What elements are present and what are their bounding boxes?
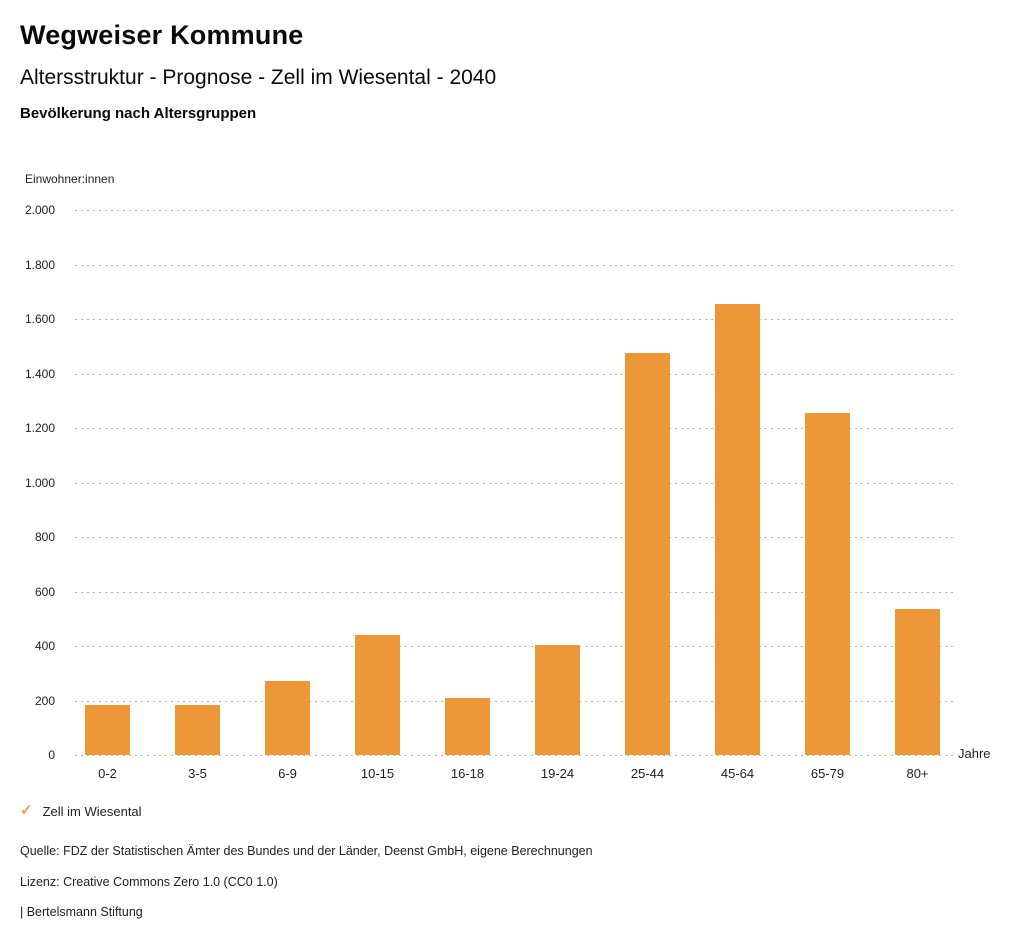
- x-tick-label-6-9: 6-9: [278, 766, 297, 781]
- legend-check-icon: ✓: [20, 802, 33, 819]
- x-axis-title: Jahre: [958, 746, 991, 761]
- y-tick-label: 1.600: [24, 312, 55, 326]
- chart-heading: Bevölkerung nach Altersgruppen: [20, 105, 257, 122]
- bar-0-2: [85, 705, 130, 755]
- bar-16-18: [445, 698, 490, 755]
- source-text: Quelle: FDZ der Statistischen Ämter des Bundes und der Länder, Deenst GmbH, eigene Berechnungen: [20, 844, 593, 858]
- y-tick-label: 1.800: [24, 257, 55, 272]
- y-tick-label: 2.000: [24, 203, 55, 217]
- license-text: Lizenz: Creative Commons Zero 1.0 (CC0 1.0): [20, 875, 278, 889]
- x-tick-label-80+: 80+: [906, 766, 929, 781]
- y-tick-label: 600: [34, 584, 55, 599]
- bar-25-44: [625, 353, 670, 755]
- bar-6-9: [265, 681, 310, 755]
- attribution-text: | Bertelsmann Stiftung: [20, 905, 143, 919]
- x-tick-label-65-79: 65-79: [810, 766, 845, 781]
- x-tick-label-16-18: 16-18: [450, 766, 485, 781]
- bar-10-15: [355, 635, 400, 755]
- y-tick-label: 200: [34, 693, 55, 708]
- bar-45-64: [715, 304, 760, 755]
- x-tick-label-10-15: 10-15: [360, 766, 395, 781]
- x-tick-label-19-24: 19-24: [540, 766, 575, 781]
- x-tick-label-0-2: 0-2: [98, 766, 117, 781]
- chart-subtitle: Altersstruktur - Prognose - Zell im Wiesental - 2040: [20, 66, 497, 89]
- x-axis-labels: [75, 766, 955, 784]
- x-tick-label-3-5: 3-5: [188, 766, 207, 781]
- bar-19-24: [535, 645, 580, 755]
- gridline: [75, 265, 955, 266]
- x-tick-label-25-44: 25-44: [630, 766, 665, 781]
- y-axis-title: Einwohner:innen: [25, 172, 115, 186]
- gridline: [75, 210, 955, 211]
- bar-65-79: [805, 413, 850, 755]
- plot-area: [75, 210, 955, 755]
- y-axis-labels: [0, 203, 55, 762]
- x-tick-label-45-64: 45-64: [720, 766, 755, 781]
- y-tick-label: 0: [48, 748, 55, 762]
- y-tick-label: 1.000: [24, 475, 55, 490]
- bar-80+: [895, 609, 940, 755]
- gridline: [75, 319, 955, 320]
- gridline: [75, 755, 955, 756]
- y-tick-label: 800: [34, 530, 55, 544]
- gridline: [75, 374, 955, 375]
- legend-item-zell-im-wiesental[interactable]: [20, 803, 142, 819]
- y-tick-label: 1.400: [24, 366, 55, 381]
- y-tick-label: 1.200: [24, 421, 55, 435]
- legend-label: Zell im Wiesental: [42, 803, 142, 819]
- app-title: Wegweiser Kommune: [20, 20, 304, 50]
- bar-3-5: [175, 705, 220, 755]
- y-tick-label: 400: [34, 639, 55, 653]
